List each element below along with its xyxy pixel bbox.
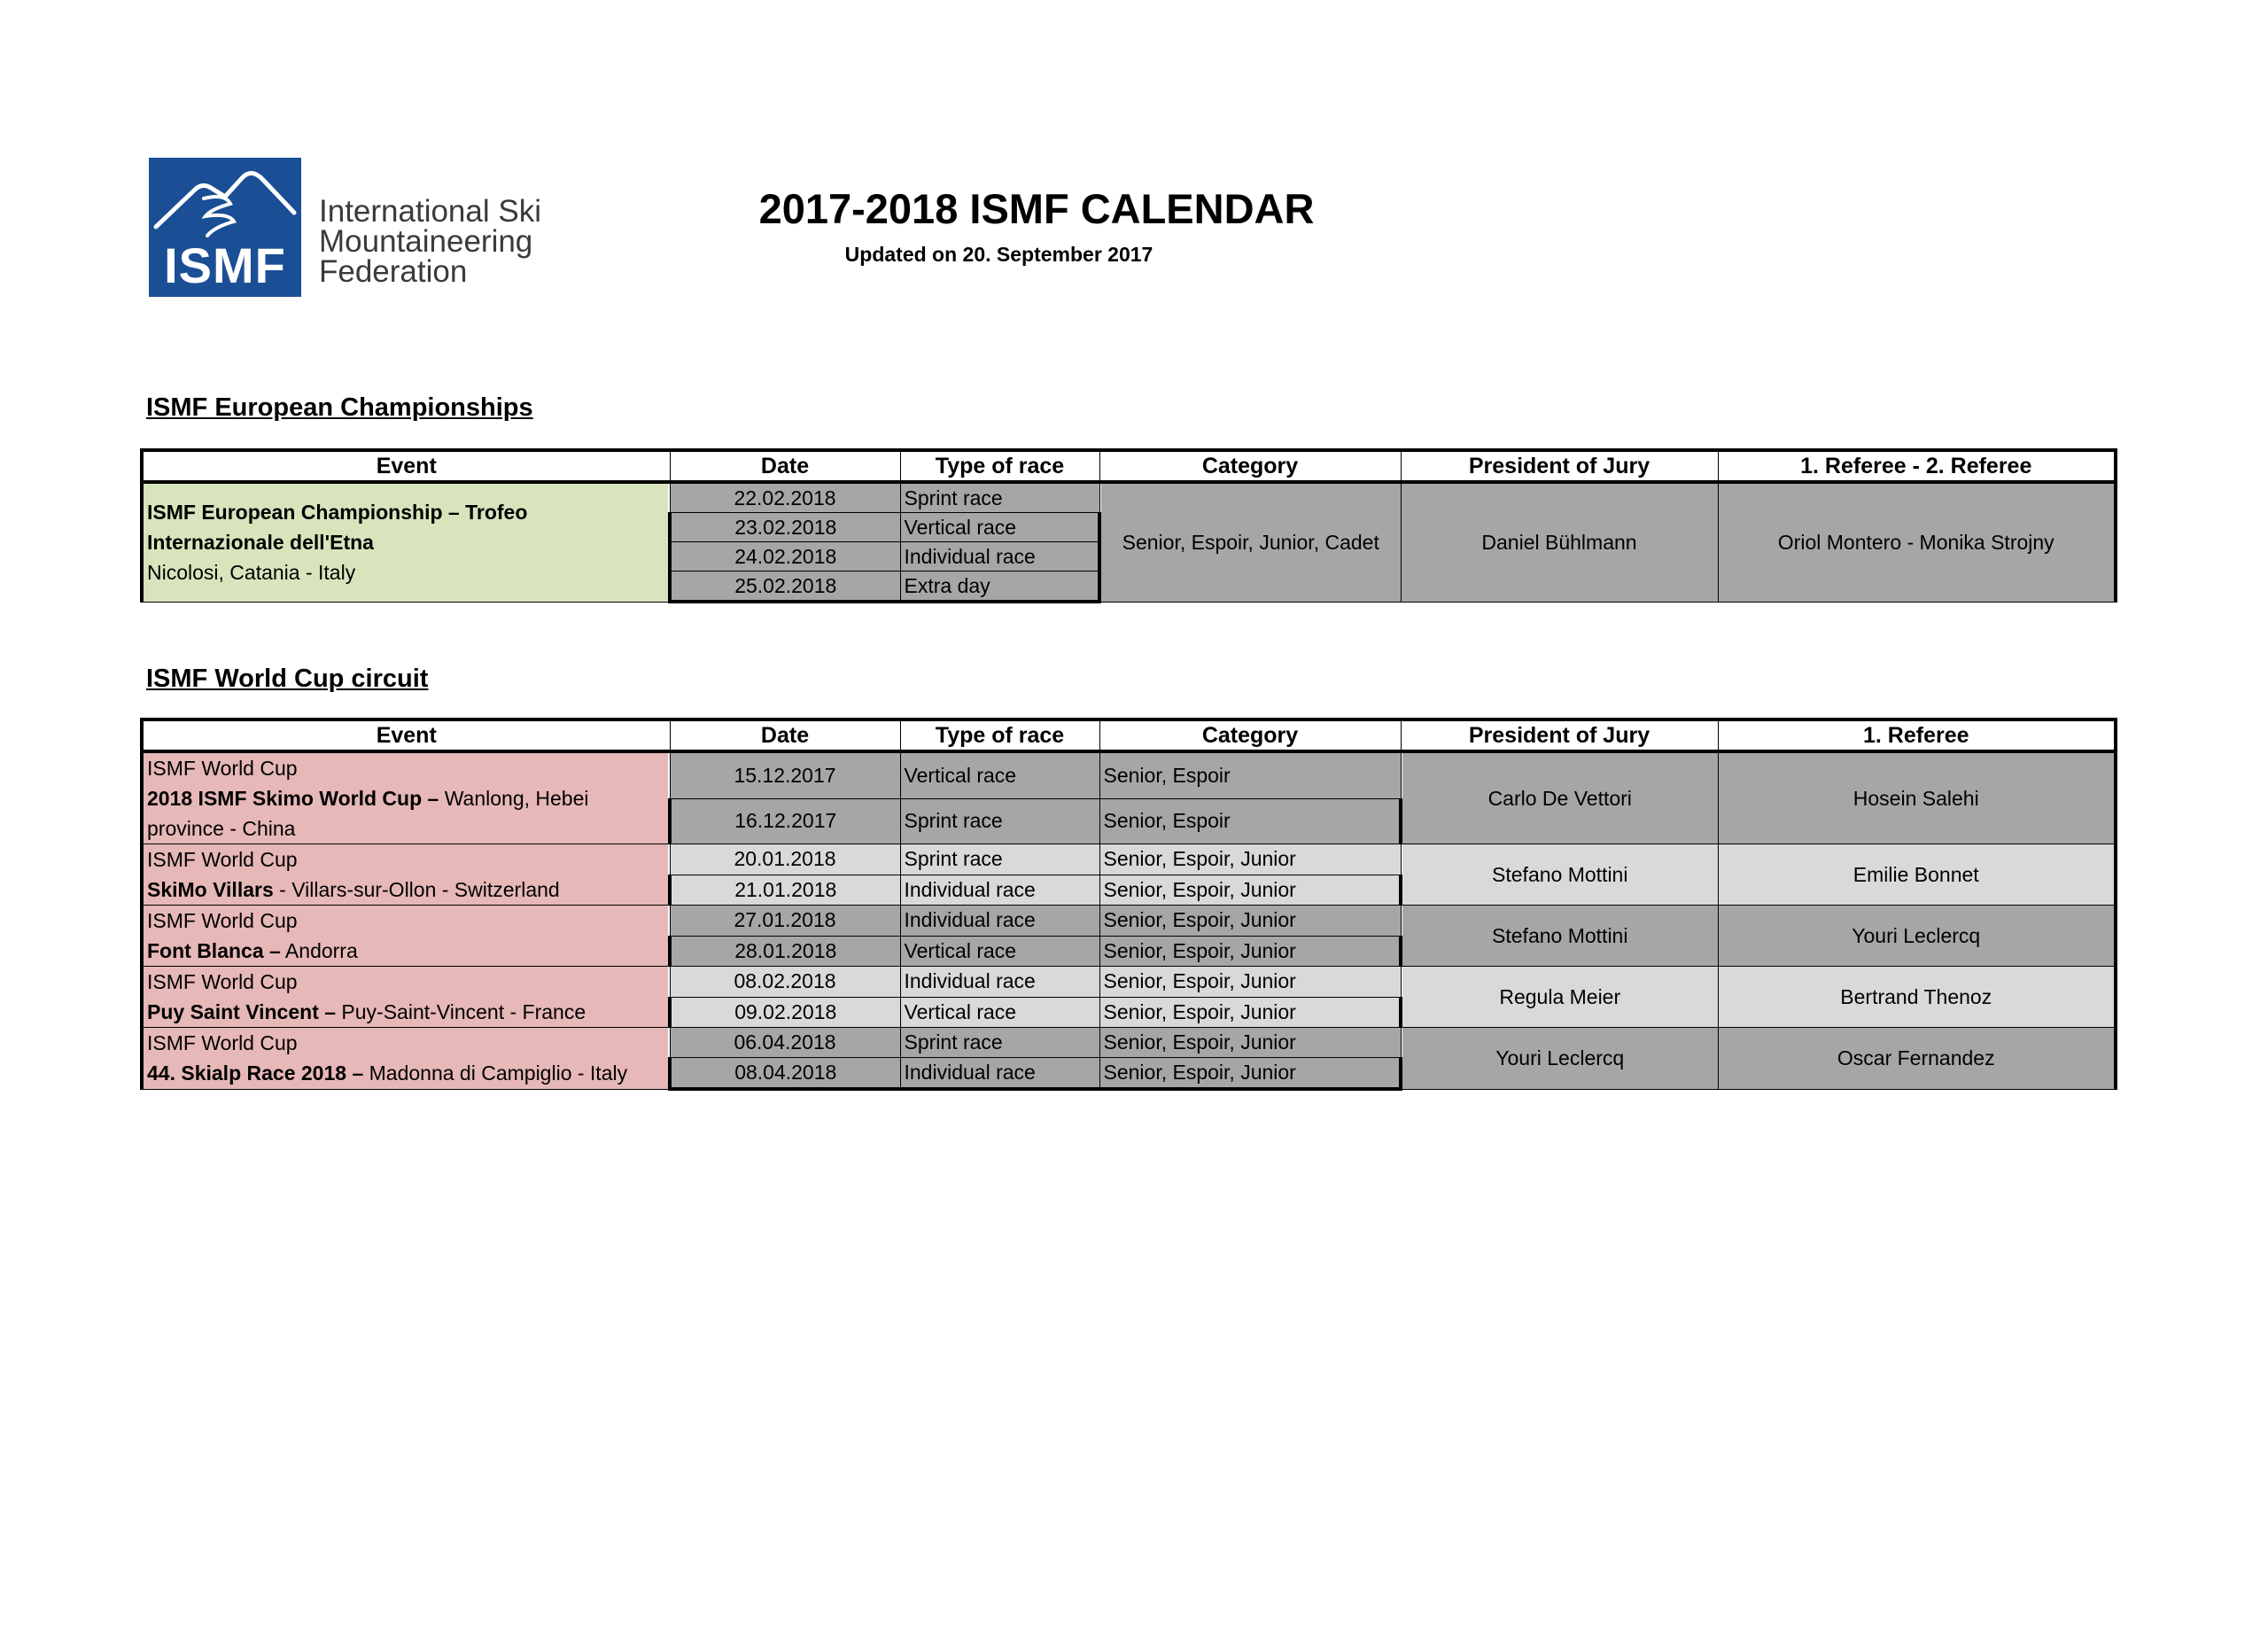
race-type: Individual race [900,906,1099,937]
race-date: 15.12.2017 [670,751,900,798]
race-type: Vertical race [900,513,1099,542]
column-header: President of Jury [1401,719,1718,751]
referee-cell: Oscar Fernandez [1718,1028,2116,1090]
event-prefix: ISMF World Cup [147,848,298,871]
race-type: Vertical race [900,936,1099,967]
logo-name-line: Federation [319,254,468,289]
race-date: 16.12.2017 [670,798,900,844]
race-type: Sprint race [900,844,1099,875]
race-date: 24.02.2018 [670,542,900,572]
president-cell: Stefano Mottini [1401,906,1718,967]
column-header: Event [142,719,670,751]
ismf-logo [149,158,556,298]
referee-cell: Youri Leclercq [1718,906,2116,967]
event-title: Font Blanca – [147,939,281,962]
race-category: Senior, Espoir, Junior [1099,906,1401,937]
column-header: 1. Referee [1718,719,2116,751]
race-category: Senior, Espoir, Junior [1099,1028,1401,1058]
table-row [142,482,2116,513]
race-date: 27.01.2018 [670,906,900,937]
race-date: 08.02.2018 [670,967,900,998]
event-cell [142,751,670,844]
president-cell: Carlo De Vettori [1401,751,1718,844]
race-type: Individual race [900,542,1099,572]
president-cell: Daniel Bühlmann [1401,482,1718,602]
table-row [142,967,2116,998]
section-title-european: ISMF European Championships [146,393,533,422]
event-title: SkiMo Villars [147,878,274,901]
race-date: 06.04.2018 [670,1028,900,1058]
event-cell [142,967,670,1028]
event-cell [142,844,670,906]
table-row [142,906,2116,937]
table-header-row [142,450,2116,482]
event-cell [142,1028,670,1090]
event-prefix: ISMF World Cup [147,1031,298,1054]
race-category: Senior, Espoir, Junior [1099,875,1401,906]
logo-mark [149,158,301,297]
race-category: Senior, Espoir, Junior [1099,936,1401,967]
event-title: Puy Saint Vincent – [147,1000,337,1023]
column-header: Category [1099,719,1401,751]
logo-name-line: Mountaineering [319,224,533,259]
european-table [140,448,2117,603]
logo-name-line: International Ski [319,194,541,229]
race-date: 08.04.2018 [670,1058,900,1090]
page-title: 2017-2018 ISMF CALENDAR [758,185,1315,232]
event-location: - Villars-sur-Ollon - Switzerland [273,878,560,901]
column-header: Type of race [900,719,1099,751]
race-type: Individual race [900,967,1099,998]
column-header: 1. Referee - 2. Referee [1718,450,2116,482]
referee-cell: Emilie Bonnet [1718,844,2116,906]
table-row [142,751,2116,798]
race-category: Senior, Espoir, Junior [1099,967,1401,998]
race-type: Extra day [900,572,1099,603]
race-date: 09.02.2018 [670,997,900,1028]
table-row [142,1028,2116,1058]
event-location: Wanlong, Hebei province - China [147,787,589,840]
race-type: Sprint race [900,482,1099,513]
race-date: 21.01.2018 [670,875,900,906]
president-cell: Youri Leclercq [1401,1028,1718,1090]
event-location: Madonna di Campiglio - Italy [363,1061,628,1085]
worldcup-table [140,718,2117,1091]
race-type: Sprint race [900,1028,1099,1058]
event-cell [142,906,670,967]
race-category: Senior, Espoir [1099,798,1401,844]
column-header: Event [142,450,670,482]
event-location: Puy-Saint-Vincent - France [336,1000,586,1023]
column-header: Type of race [900,450,1099,482]
event-title: 44. Skialp Race 2018 – [147,1061,364,1085]
section-title-worldcup: ISMF World Cup circuit [146,665,429,693]
column-header: President of Jury [1401,450,1718,482]
race-date: 23.02.2018 [670,513,900,542]
race-date: 22.02.2018 [670,482,900,513]
updated-date: Updated on 20. September 2017 [844,243,1153,266]
race-date: 28.01.2018 [670,936,900,967]
president-cell: Regula Meier [1401,967,1718,1028]
race-category: Senior, Espoir [1099,751,1401,798]
event-location: Andorra [280,939,358,962]
race-date: 25.02.2018 [670,572,900,603]
race-type: Vertical race [900,997,1099,1028]
race-type: Sprint race [900,798,1099,844]
race-date: 20.01.2018 [670,844,900,875]
president-cell: Stefano Mottini [1401,844,1718,906]
event-cell [142,482,670,602]
event-prefix: ISMF World Cup [147,970,298,993]
logo-abbr: ISMF [164,237,286,293]
logo-name [319,194,558,289]
column-header: Category [1099,450,1401,482]
race-category: Senior, Espoir, Junior [1099,1058,1401,1090]
race-type: Vertical race [900,751,1099,798]
event-prefix: ISMF World Cup [147,909,298,932]
race-category: Senior, Espoir, Junior [1099,997,1401,1028]
referee-cell: Oriol Montero - Monika Strojny [1718,482,2116,602]
column-header: Date [670,450,900,482]
referee-cell: Hosein Salehi [1718,751,2116,844]
table-row [142,844,2116,875]
referee-cell: Bertrand Thenoz [1718,967,2116,1028]
table-header-row [142,719,2116,751]
race-type: Individual race [900,1058,1099,1090]
category-cell: Senior, Espoir, Junior, Cadet [1099,482,1401,602]
event-location: Nicolosi, Catania - Italy [147,561,356,585]
column-header: Date [670,719,900,751]
race-type: Individual race [900,875,1099,906]
event-prefix: ISMF World Cup [147,757,298,780]
mountain-icon [149,158,301,246]
race-category: Senior, Espoir, Junior [1099,844,1401,875]
event-title: 2018 ISMF Skimo World Cup – [147,787,439,810]
event-title: ISMF European Championship – Trofeo Internazionale dell'Etna [147,501,528,555]
